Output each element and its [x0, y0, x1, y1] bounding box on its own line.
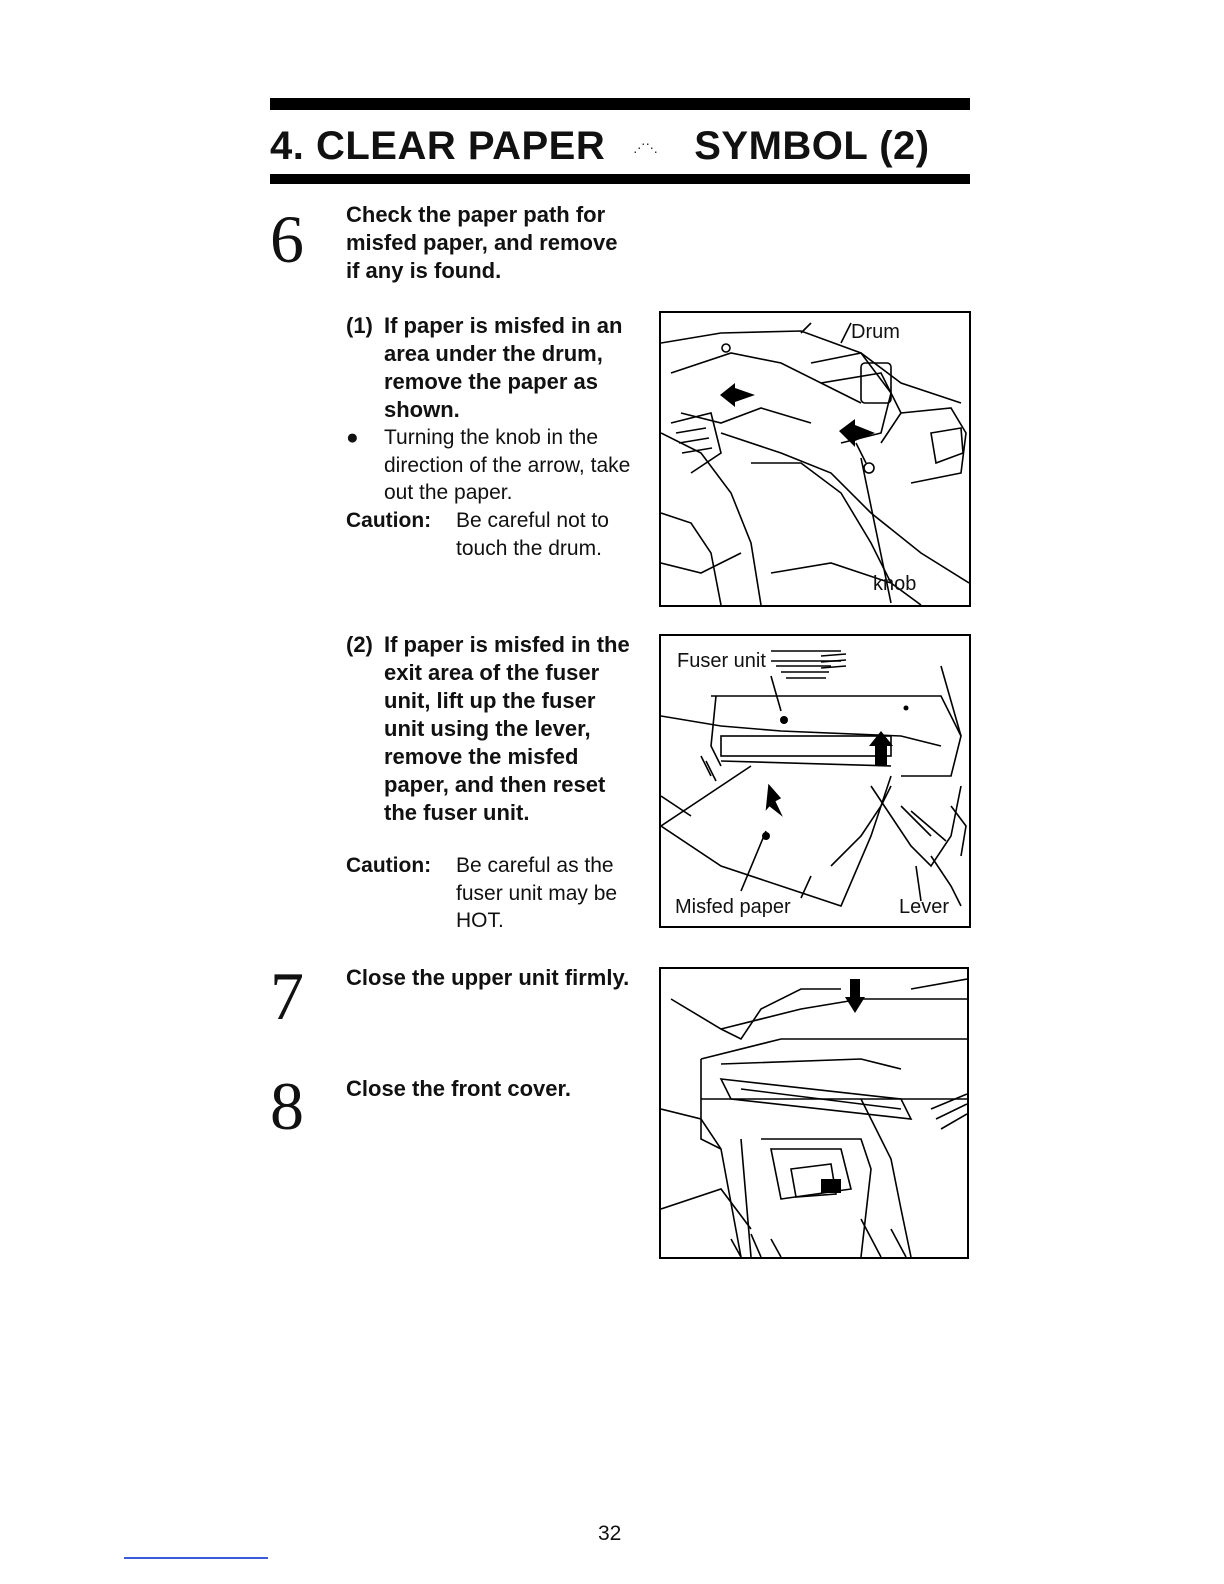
label-lever: Lever	[899, 896, 950, 918]
step-number-8: 8	[270, 1068, 304, 1144]
label-drum: Drum	[851, 321, 900, 343]
title-symbol-icon: ⋰⋱	[633, 141, 659, 156]
step-8-text: Close the front cover.	[346, 1076, 571, 1101]
step-6-text: Check the paper path for misfed paper, and remove if any is found.	[346, 202, 618, 283]
caution-label-2: Caution:	[346, 854, 432, 877]
title-left: 4. CLEAR PAPER	[270, 124, 606, 168]
drum-illustration	[661, 313, 969, 605]
label-misfed-paper: Misfed paper	[675, 896, 791, 918]
title-right: SYMBOL (2)	[694, 124, 930, 168]
substep-2-text: If paper is misfed in the exit area of the fuser unit, lift up the fuser unit using the lever, remove the misfed paper, and then reset the fuser unit.	[384, 632, 630, 825]
caution-label: Caution:	[346, 509, 432, 532]
label-knob: knob	[873, 573, 917, 595]
label-fuser-unit: Fuser unit	[677, 650, 766, 672]
caution-text-2: Be careful as the fuser unit may be HOT.	[456, 854, 618, 932]
step-number-7: 7	[270, 958, 304, 1034]
figure-drum	[659, 311, 971, 607]
fuser-illustration	[661, 636, 969, 926]
figure-upper-unit	[659, 967, 969, 1259]
step-number-6: 6	[270, 201, 304, 277]
top-rule	[270, 98, 970, 110]
substep-1-text: If paper is misfed in an area under the drum, remove the paper as shown.	[384, 313, 623, 422]
bottom-rule	[270, 174, 970, 184]
upper-unit-illustration	[661, 969, 967, 1257]
bullet-text: Turning the knob in the direction of the arrow, take out the paper.	[384, 426, 631, 504]
bullet-icon: ●	[346, 426, 359, 449]
page-title	[270, 118, 970, 174]
substep-2-number: (2)	[346, 632, 373, 657]
step-7-text: Close the upper unit firmly.	[346, 965, 630, 990]
corner-line	[124, 1557, 268, 1559]
page-number: 32	[598, 1522, 622, 1545]
substep-1-number: (1)	[346, 313, 373, 338]
caution-text: Be careful not to touch the drum.	[456, 509, 609, 560]
figure-fuser-unit	[659, 634, 971, 928]
